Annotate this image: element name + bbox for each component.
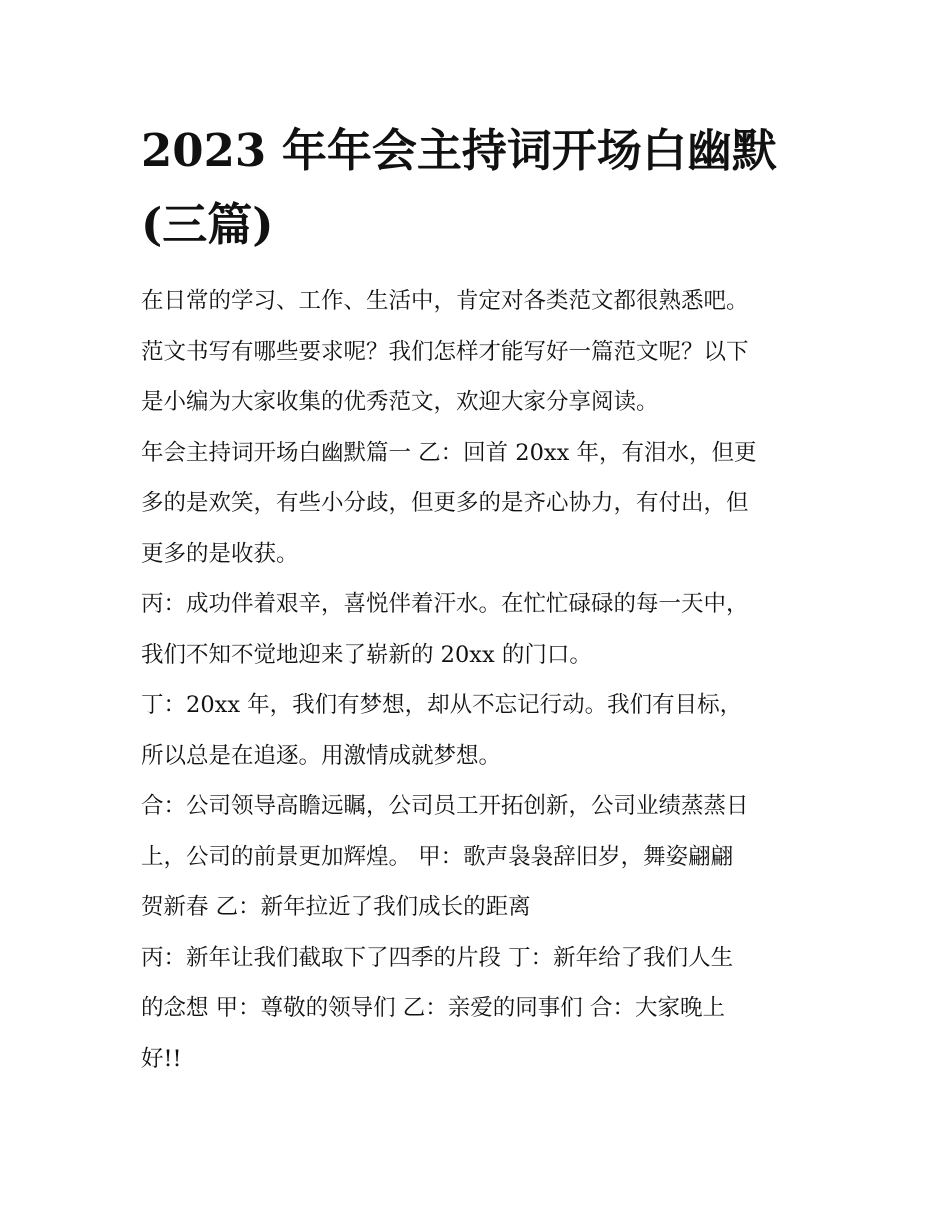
text-line: 上，公司的前景更加辉煌。 甲：歌声袅袅辞旧岁，舞姿翩翩 — [141, 843, 734, 870]
text-line: 更多的是收获。 — [141, 540, 299, 567]
page-title — [141, 114, 821, 262]
text-line: 丁：20xx 年，我们有梦想，却从不忘记行动。我们有目标， — [141, 692, 743, 718]
paragraph-yi — [141, 428, 821, 580]
paragraph-intro — [141, 276, 821, 428]
document-body — [141, 276, 821, 1084]
text-line: 我们不知不觉地迎来了崭新的 20xx 的门口。 — [141, 641, 592, 668]
text-line: 范文书写有哪些要求呢？我们怎样才能写好一篇范文呢？以下 — [141, 338, 749, 365]
paragraph-ding — [141, 680, 821, 781]
text-line: 丙：新年让我们截取下了四季的片段 丁：新年给了我们人生 — [141, 944, 734, 971]
paragraph-closing — [141, 933, 821, 1085]
text-line: 贺新春 乙：新年拉近了我们成长的距离 — [141, 894, 531, 920]
text-line: 多的是欢笑，有些小分歧，但更多的是齐心协力，有付出，但 — [141, 490, 749, 516]
text-line: 是小编为大家收集的优秀范文，欢迎大家分享阅读。 — [141, 389, 659, 415]
text-line: 的念想 甲：尊敬的领导们 乙：亲爱的同事们 合：大家晚上 — [141, 995, 725, 1021]
title-line: 2023 年年会主持词开场白幽默 — [141, 124, 777, 177]
text-line: 所以总是在追逐。用激情成就梦想。 — [141, 742, 502, 769]
text-line: 合：公司领导高瞻远瞩，公司员工开拓创新，公司业绩蒸蒸日 — [141, 793, 749, 819]
paragraph-he — [141, 781, 821, 933]
text-line: 好!! — [141, 1045, 182, 1072]
text-line: 在日常的学习、工作、生活中，肯定对各类范文都很熟悉吧。 — [141, 288, 749, 314]
text-line: 丙：成功伴着艰辛，喜悦伴着汗水。在忙忙碌碌的每一天中， — [141, 591, 749, 617]
text-line: 年会主持词开场白幽默篇一 乙：回首 20xx 年，有泪水，但更 — [141, 439, 757, 466]
title-line: (三篇) — [141, 198, 274, 251]
paragraph-bing — [141, 579, 821, 680]
